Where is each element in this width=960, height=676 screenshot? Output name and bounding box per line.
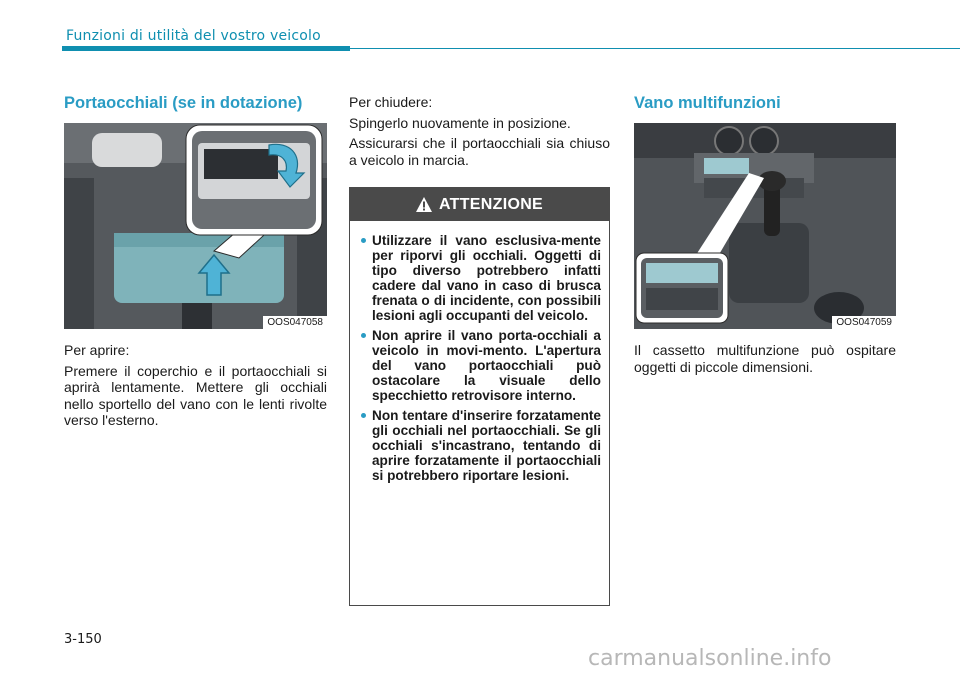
section-title-multifunction-tray: Vano multifunzioni bbox=[634, 94, 781, 112]
header-rule-thick bbox=[62, 46, 350, 51]
figure-multifunction-tray bbox=[634, 123, 896, 329]
section-title-sunglass-holder: Portaocchiali (se in dotazione) bbox=[64, 94, 303, 112]
figure-code: OOS047059 bbox=[832, 316, 896, 329]
middle-body-text bbox=[349, 94, 610, 172]
warning-title: ATTENZIONE bbox=[438, 195, 544, 213]
paragraph: Assicurarsi che il portaocchiali sia chiuso a veicolo in marcia. bbox=[349, 135, 610, 168]
paragraph: Per aprire: bbox=[64, 342, 130, 358]
warning-header bbox=[350, 188, 609, 221]
warning-triangle-icon bbox=[416, 197, 432, 212]
figure-code: OOS047058 bbox=[263, 316, 327, 329]
left-body-text bbox=[64, 342, 327, 433]
header-rule-thin bbox=[350, 48, 960, 49]
watermark: carmanualsonline.info bbox=[588, 646, 832, 671]
chapter-title: Funzioni di utilità del vostro veicolo bbox=[66, 28, 321, 44]
warning-item: Non aprire il vano porta-occhiali a veicolo in movi-mento. L'apertura del vano portaocchiali può ostacolare la visuale dello specchietto retrovisore interno. bbox=[361, 328, 601, 403]
paragraph: Il cassetto multifunzione può ospitare oggetti di piccole dimensioni. bbox=[634, 342, 896, 375]
warning-item: Non tentare d'inserire forzatamente gli occhiali nel portaocchiali. Se gli occhiali s'incastrano, tentando di aprire forzatamente il portaocchiali si potrebbero riportare lesioni. bbox=[361, 408, 601, 483]
paragraph: Premere il coperchio e il portaocchiali si aprirà lentamente. Mettere gli occhiali nello sportello del vano con le lenti rivolte verso l'esterno. bbox=[64, 362, 327, 428]
sunglass-holder-illustration bbox=[64, 123, 327, 329]
paragraph: Per chiudere: bbox=[349, 94, 433, 110]
warning-box bbox=[349, 187, 610, 606]
paragraph: Spingerlo nuovamente in posizione. bbox=[349, 114, 571, 131]
figure-sunglass-holder bbox=[64, 123, 327, 329]
multifunction-tray-illustration bbox=[634, 123, 896, 329]
warning-item: Utilizzare il vano esclusiva-mente per riporvi gli occhiali. Oggetti di tipo diverso potrebbero infatti cadere dal vano in caso di brusca frenata o di incidente, con possibili lesioni agli occupanti del veicolo. bbox=[361, 233, 601, 323]
page-number: 3-150 bbox=[64, 632, 102, 647]
warning-list bbox=[350, 221, 609, 483]
right-body-text bbox=[634, 342, 896, 379]
